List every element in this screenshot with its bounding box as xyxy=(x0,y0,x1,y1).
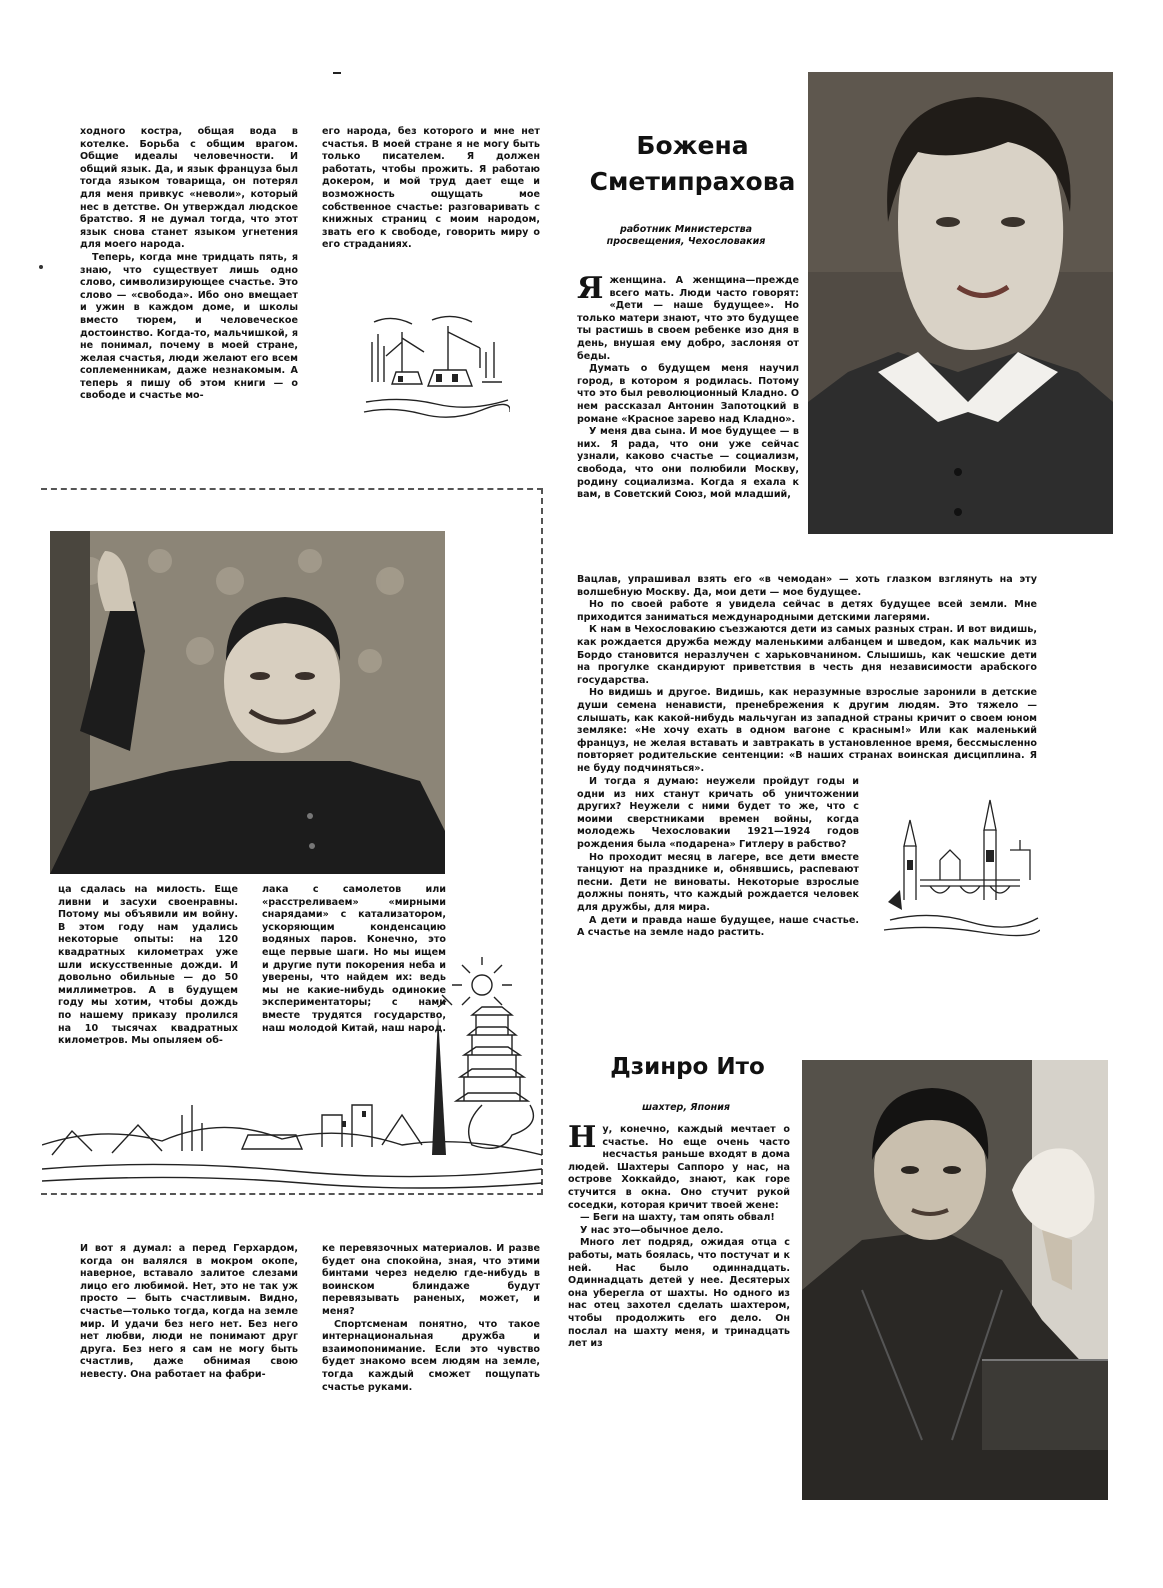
bozena-first-name: Божена xyxy=(636,131,749,160)
pagoda-landscape-icon xyxy=(42,955,542,1193)
bozena-column-mid xyxy=(577,776,859,958)
paragraph: Много лет подряд, ожидая отца с работы, мать боялась, что постучат и к ней. Нас было одиннадцать. Одиннадцать детей у нее. Десятерых она уберегла от шахты. Но одного из нас отец захотел сделать шахтером, чтобы продолжить его дело. Он послал на шахту меня, и тринадцать лет из xyxy=(568,1237,790,1350)
bottom-left-column-2 xyxy=(322,1243,540,1405)
top-left-column-2 xyxy=(322,126,540,276)
ito-subtitle: шахтер, Япония xyxy=(641,1102,731,1113)
paragraph: ходного костра, общая вода в котелке. Борьба с общим врагом. Общие идеалы человечности. И общий язык. Да, и язык француза был тогда языком товарища, он потерял для меня привкус «неволи», который нес в детстве. Он утверждал людское братство. Я не думал тогда, что этот язык снова станет языком угнетения для моего народа. xyxy=(80,126,298,251)
portrait-photo xyxy=(808,72,1113,534)
paragraph: У меня два сына. И мое будущее — в них. Я рада, что они уже сейчас узнали, каково счастье — социализм, свобода, что они полюбили Москву, родину социализма. Когда я ехала к вам, в Советский Союз, мой младший, xyxy=(577,426,799,501)
harbor-sketch-icon xyxy=(362,312,510,420)
bozena-last-name: Сметипрахова xyxy=(589,167,796,196)
paragraph: Думать о будущем меня научил город, в котором я родилась. Потому что это был революционный Кладно. О нем рассказал Антонин Запотоцкий в романе «Красное зарево над Кладно». xyxy=(577,363,799,425)
top-mark xyxy=(333,72,341,74)
paragraph: Но по своей работе я увидела сейчас в детях будущее всей земли. Мне приходится заниматься международными детскими лагерями. xyxy=(577,599,1037,623)
paragraph: Теперь, когда мне тридцать пять, я знаю, что существует лишь одно слово, символизирующее счастье. Это слово — «свобода». Ибо оно вмещает и ужин в каждом доме, и школы вместо тюрем, и человеческое достоинство. Когда-то, мальчишкой, я не понимал, почему в моей стране, желая счастья, люди желают его всем соплеменникам, даже незнакомым. А теперь я пишу об этом книги — о свободе и счастье мо- xyxy=(80,251,298,402)
bozena-column-narrow xyxy=(577,275,799,571)
paragraph-text: женщина. А женщина—прежде всего мать. Люди часто говорят: «Дети — наше будущее». Но только матери знают, что это будущее ты растишь в своем ребенке изо дня в день, внушая ему добро, заслоняя от беды. xyxy=(577,275,799,362)
bozena-subtitle: работник Министерства просвещения, Чехословакия xyxy=(606,224,766,247)
harbor-sketch-illustration xyxy=(362,312,510,420)
man-with-hat-photo xyxy=(802,1060,1108,1500)
dropcap: Я xyxy=(577,275,604,306)
ito-column xyxy=(568,1124,790,1406)
paragraph: Но проходит месяц в лагере, все дети вместе танцуют на празднике и, обнявшись, распевают песни. Дети не виноваты. Некоторые взрослые должны понять, что каждый рождается человек для дружбы, для мира. xyxy=(577,851,859,913)
prague-sketch-icon xyxy=(880,790,1040,940)
paragraph xyxy=(577,275,799,363)
prague-sketch-illustration xyxy=(880,790,1040,940)
paragraph xyxy=(568,1124,790,1212)
paragraph: — Беги на шахту, там опять обвал! xyxy=(580,1212,775,1224)
waving-man-photo xyxy=(50,531,445,874)
bottom-left-column-1 xyxy=(80,1243,298,1405)
paragraph: ца сдалась на милость. Еще ливни и засухи своенравны. Потому мы объявили им войну. В этом году нам удались некоторые опыты: на 120 квадратных километрах уже шли искусственные дожди. И довольно обильные — до 50 миллиметров. А в будущем году мы хотим, чтобы дождь по нашему приказу пролился на 10 тысячах квадратных километров. Мы опыляем об- xyxy=(58,884,238,1047)
paragraph: И вот я думал: а перед Герхардом, когда он валялся в мокром окопе, наверное, вставало залитое слезами лицо его любимой. Нет, это не так уж просто — быть счастливым. Видно, счастье—только тогда, когда на земле мир. И удачи без него нет. Без него нет любви, люди не понимают друг друга. Без него я сам не могу быть счастлив, даже обнимая свою невесту. Она работает на фабри- xyxy=(80,1243,298,1380)
paragraph: И тогда я думаю: неужели пройдут годы и одни из них станут кричать об уничтожении других? Неужели с ними будет то же, что с моими сверстниками времен войны, когда молодежь Чехословакии 1921—1924 годов рождения была «подарена» Гитлеру в рабство? xyxy=(577,776,859,850)
dropcap: Н xyxy=(568,1124,597,1155)
paragraph: ке перевязочных материалов. И разве будет она спокойна, зная, что этими бинтами через неделю где-нибудь в воинском блиндаже будут перевязывать раненых, может, и меня? xyxy=(322,1243,540,1317)
top-left-column-1 xyxy=(80,126,298,448)
ito-name: Дзинро Ито xyxy=(610,1054,765,1080)
margin-dot xyxy=(39,265,43,269)
paragraph-text: у, конечно, каждый мечтает о счастье. Но еще очень часто несчастья раньше входят в дома людей. Шахтеры Саппоро у нас, на острове Хоккайдо, знают, как горе стучится в окна. Оно стучит рукой соседки, которая кричит твоей жене: xyxy=(568,1124,790,1211)
paragraph: К нам в Чехословакию съезжаются дети из самых разных стран. И вот видишь, как рождается дружба между маленькими албанцем и шведом, как мальчик из Бордо становится неразлучен с харьковчанином. Слышишь, как чешские дети на прогулке скандируют приветствия в честь дня независимости арабского государства. xyxy=(577,624,1037,686)
portrait-photo-icon xyxy=(808,72,1113,534)
bozena-column-wide xyxy=(577,574,1037,776)
landscape-pagoda-illustration xyxy=(42,955,542,1193)
paragraph: его народа, без которого и мне нет счастья. В моей стране я не могу быть только писателем. Я должен работать, чтобы прожить. Я работаю докером, и мой труд дает еще и возможность ощущать мое собственное счастье: разговаривать с книжных страниц с моим народом, звать его к свободе, говорить миру о его страданиях. xyxy=(322,126,540,251)
paragraph: А дети и правда наше будущее, наше счастье. А счастье на земле надо растить. xyxy=(577,914,859,939)
paragraph: лака с самолетов или «расстреливаем» «мирными снарядами» с катализатором, ускоряющим конденсацию водяных паров. Конечно, это еще первые шаги. Но мы ищем и другие пути покорения неба и уверены, что найдем их: ведь мы не какие-нибудь одинокие экспериментаторы; с нами вместе трудятся государство, наш молодой Китай, наш народ. xyxy=(262,884,446,1034)
man-with-hat-photo-icon xyxy=(802,1060,1108,1500)
paragraph: Но видишь и другое. Видишь, как неразумные взрослые заронили в детские души семена ненависти, пренебрежения к другим людям. Это тяжело — слышать, как какой-нибудь мальчуган из западной страны кричит о своем юном земляке: «Не хочу ехать в одном вагоне с красным!» Или как маленький француз, не желая вставать и завтракать в установленное время, бессмысленно повторяет родительские сентенции: «В наших странах воинская дисциплина. Я не буду подчиняться». xyxy=(577,687,1037,774)
bozena-name xyxy=(580,128,805,200)
paragraph: У нас это—обычное дело. xyxy=(580,1224,724,1236)
paragraph: Вацлав, упрашивал взять его «в чемодан» — хоть глазком взглянуть на эту волшебную Москву. Да, мои дети — мое будущее. xyxy=(577,574,1037,598)
waving-man-photo-icon xyxy=(50,531,445,874)
paragraph: Спортсменам понятно, что такое интернациональная дружба и взаимопонимание. Если это чувство будет знакомо всем людям на земле, тогда каждый сможет пощупать счастье руками. xyxy=(322,1318,540,1393)
